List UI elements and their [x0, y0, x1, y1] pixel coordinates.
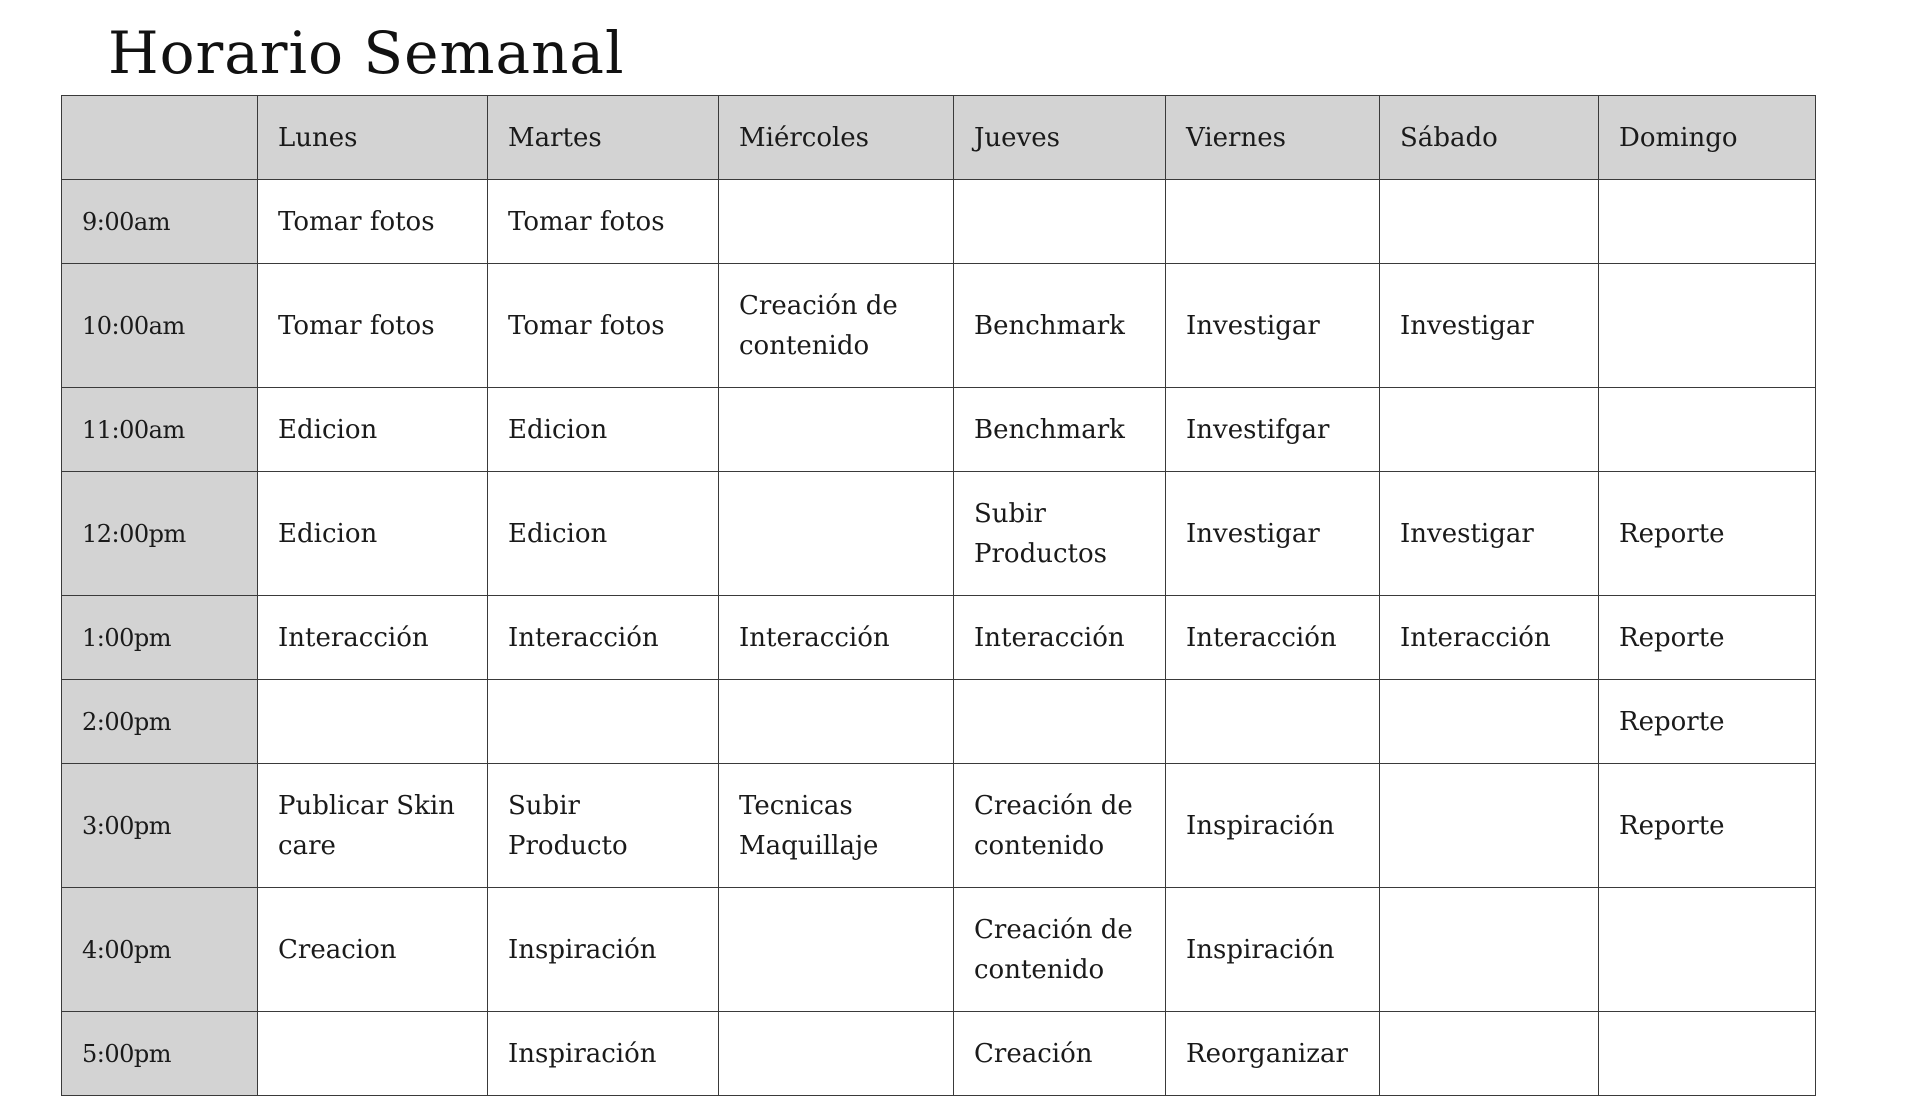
- day-header-jueves: Jueves: [954, 96, 1166, 180]
- schedule-cell: Interacción: [1166, 596, 1380, 680]
- schedule-cell: [1380, 180, 1599, 264]
- header-row: [62, 96, 1816, 180]
- schedule-cell: [719, 388, 954, 472]
- table-row: [62, 180, 1816, 264]
- table-row: [62, 388, 1816, 472]
- day-header-miercoles: Miércoles: [719, 96, 954, 180]
- schedule-cell: Edicion: [258, 388, 488, 472]
- schedule-cell: Interacción: [1380, 596, 1599, 680]
- schedule-cell: [1599, 1012, 1816, 1096]
- day-header-lunes: Lunes: [258, 96, 488, 180]
- time-cell: 4:00pm: [62, 888, 258, 1012]
- schedule-cell: [488, 680, 719, 764]
- schedule-cell: Inspiración: [488, 888, 719, 1012]
- header-corner-cell: [62, 96, 258, 180]
- schedule-cell: [1599, 388, 1816, 472]
- schedule-cell: [1380, 888, 1599, 1012]
- schedule-cell: Inspiración: [1166, 888, 1380, 1012]
- table-row: [62, 888, 1816, 1012]
- schedule-cell: Reporte: [1599, 472, 1816, 596]
- schedule-cell: Tecnicas Maquillaje: [719, 764, 954, 888]
- schedule-cell: Tomar fotos: [488, 180, 719, 264]
- schedule-cell: Subir Productos: [954, 472, 1166, 596]
- table-row: [62, 680, 1816, 764]
- day-header-domingo: Domingo: [1599, 96, 1816, 180]
- schedule-cell: Inspiración: [1166, 764, 1380, 888]
- time-cell: 11:00am: [62, 388, 258, 472]
- schedule-cell: Creación de contenido: [954, 764, 1166, 888]
- schedule-cell: Creacion: [258, 888, 488, 1012]
- schedule-cell: [1380, 1012, 1599, 1096]
- table-row: [62, 264, 1816, 388]
- table-row: [62, 1012, 1816, 1096]
- table-row: [62, 764, 1816, 888]
- schedule-cell: Investigar: [1166, 264, 1380, 388]
- schedule-cell: Reporte: [1599, 680, 1816, 764]
- schedule-cell: [258, 1012, 488, 1096]
- schedule-cell: [1380, 680, 1599, 764]
- schedule-cell: Investifgar: [1166, 388, 1380, 472]
- schedule-cell: [1599, 180, 1816, 264]
- weekly-schedule-table: [61, 95, 1816, 1096]
- schedule-cell: Investigar: [1380, 472, 1599, 596]
- schedule-cell: Publicar Skin care: [258, 764, 488, 888]
- schedule-cell: Edicion: [258, 472, 488, 596]
- time-cell: 9:00am: [62, 180, 258, 264]
- schedule-cell: Subir Producto: [488, 764, 719, 888]
- schedule-cell: [719, 680, 954, 764]
- schedule-cell: Interacción: [258, 596, 488, 680]
- schedule-cell: [1380, 764, 1599, 888]
- schedule-cell: Tomar fotos: [258, 180, 488, 264]
- schedule-cell: [258, 680, 488, 764]
- day-header-martes: Martes: [488, 96, 719, 180]
- page-title: Horario Semanal: [108, 19, 625, 87]
- schedule-cell: [719, 1012, 954, 1096]
- schedule-cell: Interacción: [719, 596, 954, 680]
- schedule-cell: [719, 472, 954, 596]
- day-header-sabado: Sábado: [1380, 96, 1599, 180]
- schedule-cell: Interacción: [954, 596, 1166, 680]
- table-row: [62, 596, 1816, 680]
- time-cell: 12:00pm: [62, 472, 258, 596]
- schedule-cell: [1380, 388, 1599, 472]
- table-row: [62, 472, 1816, 596]
- schedule-cell: Benchmark: [954, 264, 1166, 388]
- schedule-cell: [1599, 264, 1816, 388]
- time-cell: 10:00am: [62, 264, 258, 388]
- time-cell: 5:00pm: [62, 1012, 258, 1096]
- schedule-cell: Reorganizar: [1166, 1012, 1380, 1096]
- schedule-cell: Creación: [954, 1012, 1166, 1096]
- schedule-cell: [719, 888, 954, 1012]
- schedule-cell: [954, 680, 1166, 764]
- schedule-cell: Creación de contenido: [719, 264, 954, 388]
- schedule-cell: Benchmark: [954, 388, 1166, 472]
- time-cell: 1:00pm: [62, 596, 258, 680]
- schedule-cell: Interacción: [488, 596, 719, 680]
- day-header-viernes: Viernes: [1166, 96, 1380, 180]
- schedule-cell: [1166, 180, 1380, 264]
- schedule-cell: [954, 180, 1166, 264]
- schedule-cell: [719, 180, 954, 264]
- schedule-cell: [1166, 680, 1380, 764]
- schedule-cell: Edicion: [488, 388, 719, 472]
- schedule-cell: Reporte: [1599, 596, 1816, 680]
- time-cell: 3:00pm: [62, 764, 258, 888]
- schedule-cell: Tomar fotos: [258, 264, 488, 388]
- schedule-cell: Investigar: [1380, 264, 1599, 388]
- schedule-cell: Edicion: [488, 472, 719, 596]
- schedule-cell: Tomar fotos: [488, 264, 719, 388]
- time-cell: 2:00pm: [62, 680, 258, 764]
- schedule-cell: Investigar: [1166, 472, 1380, 596]
- schedule-cell: [1599, 888, 1816, 1012]
- schedule-cell: Creación de contenido: [954, 888, 1166, 1012]
- schedule-cell: Inspiración: [488, 1012, 719, 1096]
- schedule-cell: Reporte: [1599, 764, 1816, 888]
